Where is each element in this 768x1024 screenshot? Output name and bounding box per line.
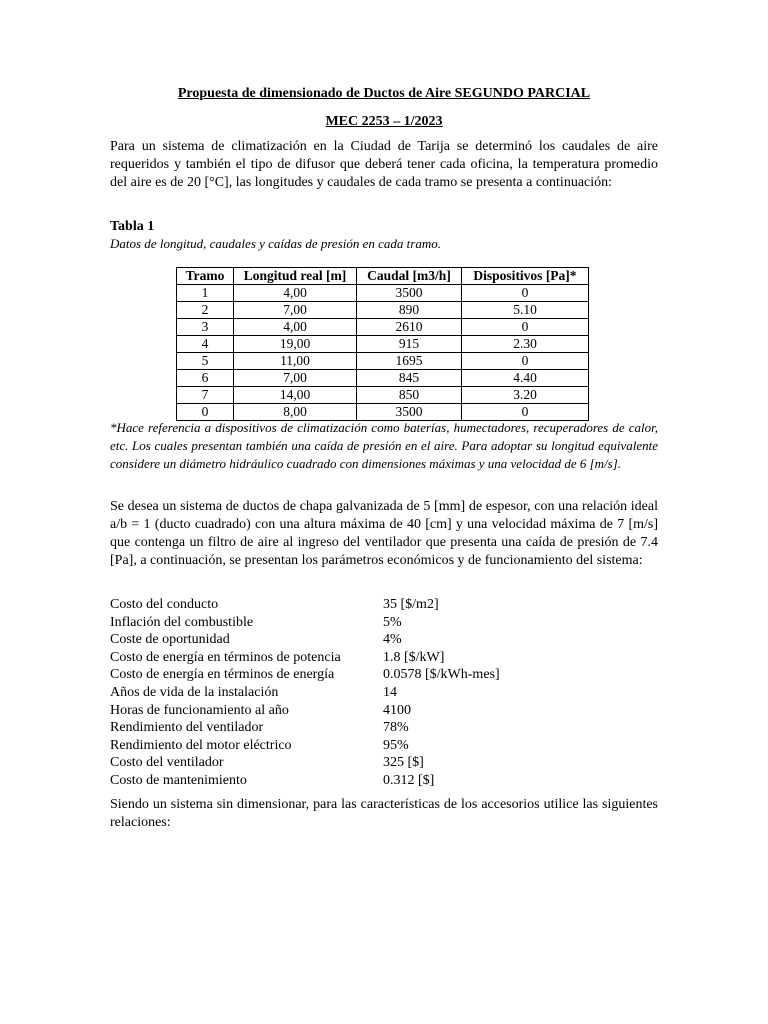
table-cell: 5 — [177, 353, 234, 370]
table-cell: 4.40 — [462, 370, 589, 387]
parameter-label: Costo del conducto — [110, 597, 219, 612]
parameter-value: 0.312 [$] — [383, 772, 435, 788]
table-cell: 11,00 — [234, 353, 357, 370]
table-cell: 3500 — [357, 404, 462, 421]
table-cell: 7,00 — [234, 370, 357, 387]
table-cell: 850 — [357, 387, 462, 404]
parameter-label: Coste de oportunidad — [110, 632, 230, 648]
parameter-label: Rendimiento del ventilador — [110, 720, 264, 736]
column-header: Caudal [m3/h] — [357, 268, 462, 285]
table-cell: 19,00 — [234, 336, 357, 353]
parameter-row — [110, 772, 583, 790]
table-cell: 1 — [177, 285, 234, 302]
parameter-value: 0.0578 [$/kWh-mes] — [383, 667, 500, 683]
table-cell: 845 — [357, 370, 462, 387]
table-cell: 890 — [357, 302, 462, 319]
parameter-value: 1.8 [$/kW] — [383, 649, 445, 665]
table-cell: 7,00 — [234, 302, 357, 319]
table-cell: 8,00 — [234, 404, 357, 421]
parameter-row — [110, 754, 583, 772]
table-cell: 1695 — [357, 353, 462, 370]
document-title: Propuesta de dimensionado de Ductos de Aire SEGUNDO PARCIAL — [177, 86, 591, 101]
table-cell: 0 — [462, 285, 589, 302]
column-header: Longitud real [m] — [234, 268, 357, 285]
table-cell: 5.10 — [462, 302, 589, 319]
table-label: Tabla 1 — [110, 219, 155, 234]
data-table — [176, 267, 589, 421]
table-cell: 4,00 — [234, 285, 357, 302]
column-header: Dispositivos [Pa]* — [462, 268, 589, 285]
parameter-row — [110, 649, 583, 667]
table-row — [177, 387, 589, 404]
table-cell: 2.30 — [462, 336, 589, 353]
table-cell: 3 — [177, 319, 234, 336]
table-cell: 0 — [177, 404, 234, 421]
parameter-label: Costo de mantenimiento — [110, 772, 247, 788]
parameter-label: Costo de energía en términos de energía — [110, 667, 335, 683]
table-cell: 915 — [357, 336, 462, 353]
column-header: Tramo — [177, 268, 234, 285]
table-cell: 0 — [462, 404, 589, 421]
parameter-label: Costo de energía en términos de potencia — [110, 649, 341, 665]
parameter-value: 5% — [383, 614, 402, 630]
intro-paragraph: Para un sistema de climatización en la Ciudad de Tarija se determinó los caudales de aire requeridos y también el tipo de difusor que deberá tener cada oficina, la temperatura promedio del aire es de 20 [°C], las longitudes y caudales de cada tramo se presenta a continuación: — [110, 139, 658, 190]
parameter-label: Costo del ventilador — [110, 755, 224, 771]
parameter-row — [110, 596, 583, 614]
table-cell: 2 — [177, 302, 234, 319]
table-cell: 4,00 — [234, 319, 357, 336]
parameter-value: 95% — [383, 737, 409, 753]
parameter-row — [110, 614, 583, 632]
table-cell: 6 — [177, 370, 234, 387]
parameter-row — [110, 737, 583, 755]
table-cell: 3.20 — [462, 387, 589, 404]
parameter-value: 4% — [383, 632, 402, 648]
table-cell: 0 — [462, 353, 589, 370]
table-cell: 3500 — [357, 285, 462, 302]
table-caption: Datos de longitud, caudales y caídas de presión en cada tramo. — [110, 236, 441, 251]
parameter-label: Horas de funcionamiento al año — [110, 702, 289, 718]
table-cell: 14,00 — [234, 387, 357, 404]
table-footnote: *Hace referencia a dispositivos de climatización como baterías, humectadores, recuperadores de calor, etc. Los cuales presentan también una caída de presión en el aire. Para adoptar su longitud equivalente considere un diámetro hidráulico cuadrado con dimensiones máximas y una velocidad de 6 [m/s]. — [110, 420, 658, 471]
parameter-label: Inflación del combustible — [110, 614, 254, 630]
table-row — [177, 353, 589, 370]
parameter-label: Rendimiento del motor eléctrico — [110, 737, 292, 753]
parameter-row — [110, 719, 583, 737]
document-subtitle: MEC 2253 – 1/2023 — [325, 114, 443, 129]
parameter-row — [110, 666, 583, 684]
parameter-row — [110, 631, 583, 649]
parameter-value: 78% — [383, 720, 409, 736]
parameter-value: 35 [$/m2] — [383, 597, 439, 612]
table-row — [177, 370, 589, 387]
table-cell: 2610 — [357, 319, 462, 336]
table-row — [177, 285, 589, 302]
parameter-row — [110, 684, 583, 702]
table-cell: 0 — [462, 319, 589, 336]
system-paragraph: Se desea un sistema de ductos de chapa galvanizada de 5 [mm] de espesor, con una relación ideal a/b = 1 (ducto cuadrado) con una altura máxima de 40 [cm] y una velocidad máxima de 7 [m/s] que contenga un filtro de aire al ingreso del ventilador que presenta una caída de presión de 7.4 [Pa], a continuación, se presentan los parámetros económicos y de funcionamiento del sistema: — [110, 499, 658, 568]
parameter-value: 14 — [383, 684, 397, 700]
parameter-value: 4100 — [383, 702, 411, 718]
table-cell: 4 — [177, 336, 234, 353]
parameter-row — [110, 702, 583, 720]
table-row — [177, 319, 589, 336]
parameters-list — [110, 596, 583, 790]
table-row — [177, 404, 589, 421]
table-row — [177, 336, 589, 353]
parameter-value: 325 [$] — [383, 755, 424, 771]
table-row — [177, 302, 589, 319]
table-header-row — [177, 268, 589, 285]
parameter-label: Años de vida de la instalación — [110, 684, 279, 700]
table-cell: 7 — [177, 387, 234, 404]
closing-paragraph: Siendo un sistema sin dimensionar, para las características de los accesorios utilice las siguientes relaciones: — [110, 797, 658, 830]
